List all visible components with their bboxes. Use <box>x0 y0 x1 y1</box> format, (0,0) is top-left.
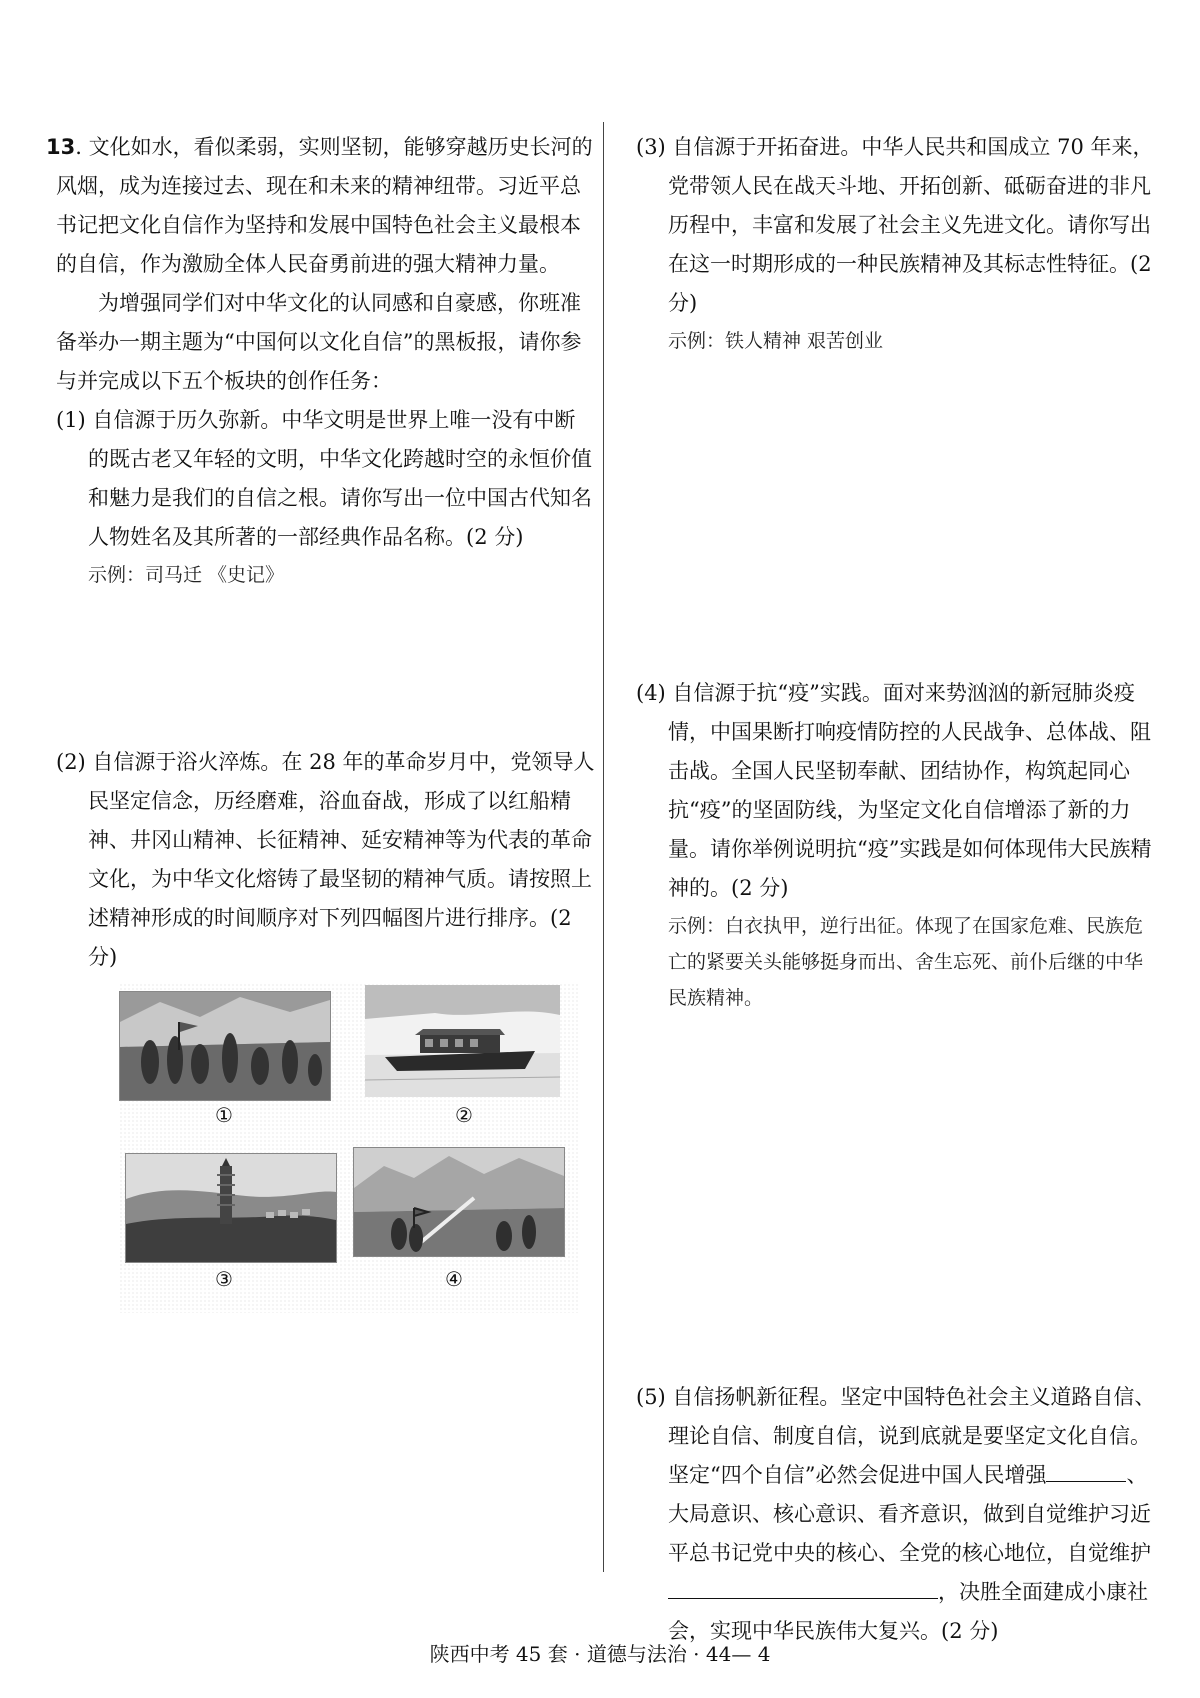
part-5-text: (5) 自信扬帆新征程。坚定中国特色社会主义道路自信、理论自信、制度自信，说到底就是要坚定文化自信。坚定“四个自信”必然会促进中国人民增强 、大局意识、核心意识、看齐意识，做到自觉维护习近平总书记党中央的核心、全党的核心地位，自觉维护，决胜全面建成小康社会，实现中华民族伟大复兴。(2 分) <box>636 1385 1156 1643</box>
photo-4-jinggangshan <box>353 1147 565 1257</box>
column-divider <box>603 122 604 1572</box>
part-1-example: 示例：司马迁 《史记》 <box>88 564 285 586</box>
photo-2-caption: ② <box>455 1103 473 1127</box>
fill-blank-2[interactable] <box>668 1574 938 1599</box>
part-3-example: 示例：铁人精神 艰苦创业 <box>668 330 884 352</box>
part-1-text: (1) 自信源于历久弥新。中华文明是世界上唯一没有中断的既古老又年轻的文明，中华文化跨越时空的永恒价值和魅力是我们的自信之根。请你写出一位中国古代知名人物姓名及其所著的一部经典作品名称。(2 分) <box>56 408 592 549</box>
page-footer: 陕西中考 45 套 · 道德与法治 · 44— 4 <box>429 1642 771 1666</box>
question-number: 13 <box>46 135 76 159</box>
photo-3-yanan-pagoda <box>125 1153 337 1263</box>
fill-blank-1[interactable] <box>1046 1457 1126 1482</box>
photo-1-long-march <box>119 991 331 1101</box>
part-3-text: (3) 自信源于开拓奋进。中华人民共和国成立 70 年来，党带领人民在战天斗地、开拓创新、砥砺奋进的非凡历程中，丰富和发展了社会主义先进文化。请你写出在这一时期形成的一种民族精神及其标志性特征。(2 分) <box>636 135 1154 315</box>
answer-space-1 <box>56 593 596 743</box>
part-4-example: 示例：白衣执甲，逆行出征。体现了在国家危难、民族危亡的紧要关头能够挺身而出、舍生忘死、前仆后继的中华民族精神。 <box>668 915 1144 1009</box>
photo-3-caption: ③ <box>215 1267 233 1291</box>
answer-space-4 <box>636 1016 1156 1378</box>
photo-grid <box>119 983 579 1313</box>
left-column <box>46 128 596 1313</box>
question-13-task: 为增强同学们对中华文化的认同感和自豪感，你班准备举办一期主题为“中国何以文化自信”的黑板报，请你参与并完成以下五个板块的创作任务： <box>56 291 582 393</box>
answer-space-3 <box>636 359 1156 674</box>
photo-1-caption: ① <box>215 1103 233 1127</box>
right-column <box>636 128 1156 1651</box>
photo-2-red-boat <box>365 985 560 1097</box>
part-4-text: (4) 自信源于抗“疫”实践。面对来势汹汹的新冠肺炎疫情，中国果断打响疫情防控的人民战争、总体战、阻击战。全国人民坚韧奉献、团结协作，构筑起同心抗“疫”的坚固防线，为坚定文化自信增添了新的力量。请你举例说明抗“疫”实践是如何体现伟大民族精神的。(2 分) <box>636 681 1152 900</box>
question-13-intro: 13. 文化如水，看似柔弱，实则坚韧，能够穿越历史长河的风烟，成为连接过去、现在和未来的精神纽带。习近平总书记把文化自信作为坚持和发展中国特色社会主义最根本的自信，作为激励全体人民奋勇前进的强大精神力量。 <box>46 135 593 276</box>
photo-4-caption: ④ <box>445 1267 463 1291</box>
part-2-text: (2) 自信源于浴火淬炼。在 28 年的革命岁月中，党领导人民坚定信念，历经磨难，浴血奋战，形成了以红船精神、井冈山精神、长征精神、延安精神等为代表的革命文化，为中华文化熔铸了最坚韧的精神气质。请按照上述精神形成的时间顺序对下列四幅图片进行排序。(2 分) <box>56 750 595 969</box>
